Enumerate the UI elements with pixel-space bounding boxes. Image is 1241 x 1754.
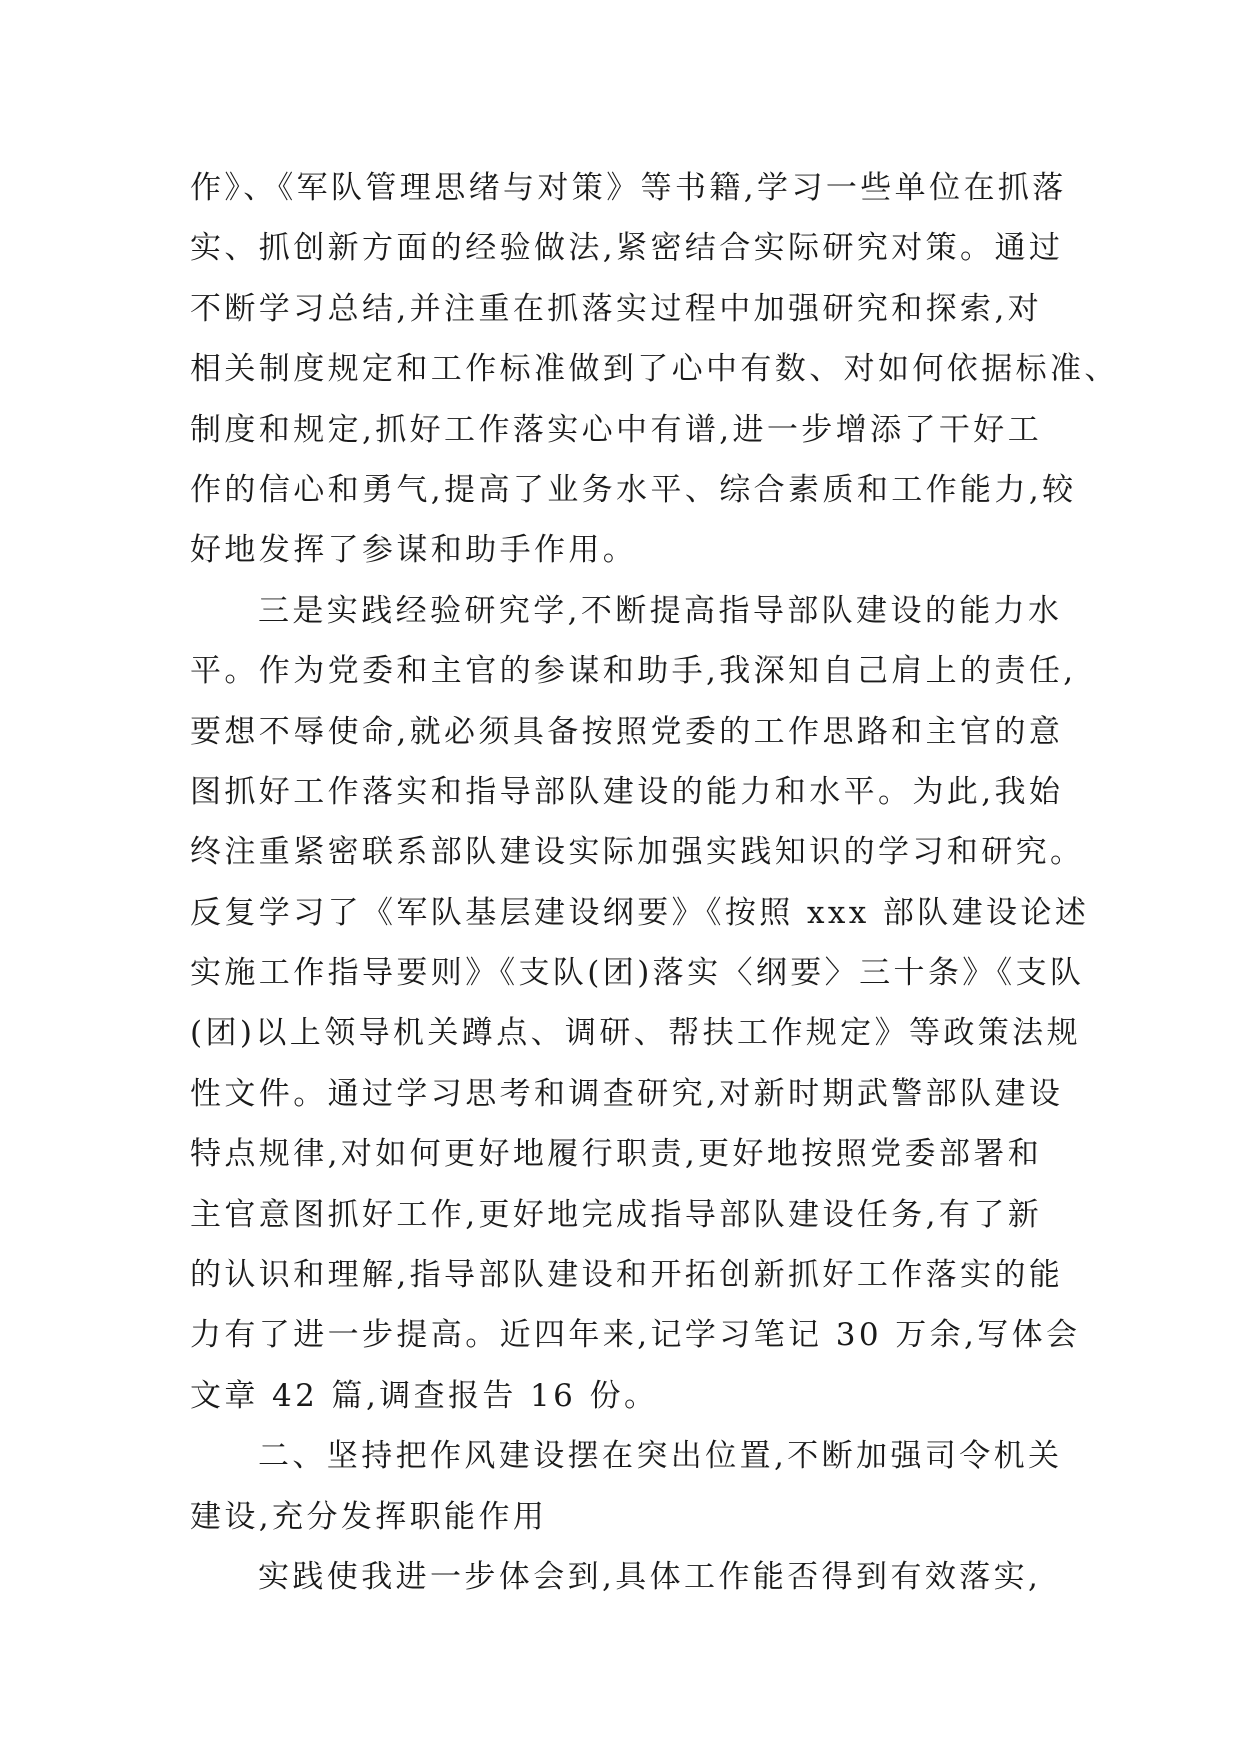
text-line: 作的信心和勇气,提高了业务水平、综合素质和工作能力,较: [190, 471, 1077, 508]
text-line: 实施工作指导要则》《支队(团)落实〈纲要〉三十条》《支队: [190, 955, 1085, 992]
text-line: 实、抓创新方面的经验做法,紧密结合实际研究对策。通过: [190, 230, 1064, 267]
text-line: 文章 42 篇,调查报告 16 份。: [190, 1377, 659, 1414]
paragraph-first-line: 二、坚持把作风建设摆在突出位置,不断加强司令机关: [258, 1438, 1063, 1475]
text-line: 力有了进一步提高。近四年来,记学习笔记 30 万余,写体会: [190, 1317, 1081, 1354]
body-text: [190, 158, 1119, 1607]
text-line: 性文件。通过学习思考和调查研究,对新时期武警部队建设: [190, 1075, 1064, 1112]
text-line: 主官意图抓好工作,更好地完成指导部队建设任务,有了新: [190, 1196, 1043, 1233]
text-line: 作》、《军队管理思绪与对策》等书籍,学习一些单位在抓落: [190, 170, 1067, 206]
text-line: 相关制度规定和工作标准做到了心中有数、对如何依据标准、: [190, 351, 1119, 388]
text-line: 不断学习总结,并注重在抓落实过程中加强研究和探索,对: [190, 290, 1043, 327]
text-line: (团)以上领导机关蹲点、调研、帮扶工作规定》等政策法规: [190, 1015, 1081, 1052]
paragraph-first-line: 实践使我进一步体会到,具体工作能否得到有效落实,: [258, 1558, 1042, 1595]
text-line: 平。作为党委和主官的参谋和助手,我深知自己肩上的责任,: [190, 653, 1077, 690]
text-line: 的认识和理解,指导部队建设和开拓创新抓好工作落实的能: [190, 1257, 1064, 1294]
text-line: 反复学习了《军队基层建设纲要》《按照 xxx 部队建设论述: [190, 894, 1090, 931]
text-line: 要想不辱使命,就必须具备按照党委的工作思路和主官的意: [190, 713, 1064, 750]
text-line: 特点规律,对如何更好地履行职责,更好地按照党委部署和: [190, 1136, 1043, 1173]
paragraph-first-line: 三是实践经验研究学,不断提高指导部队建设的能力水: [258, 592, 1063, 629]
text-line: 终注重紧密联系部队建设实际加强实践知识的学习和研究。: [190, 834, 1085, 871]
text-line: 好地发挥了参谋和助手作用。: [190, 532, 638, 569]
text-line: 制度和规定,抓好工作落实心中有谱,进一步增添了干好工: [190, 411, 1043, 448]
text-line: 建设,充分发挥职能作用: [190, 1498, 548, 1535]
text-line: 图抓好工作落实和指导部队建设的能力和水平。为此,我始: [190, 773, 1064, 810]
